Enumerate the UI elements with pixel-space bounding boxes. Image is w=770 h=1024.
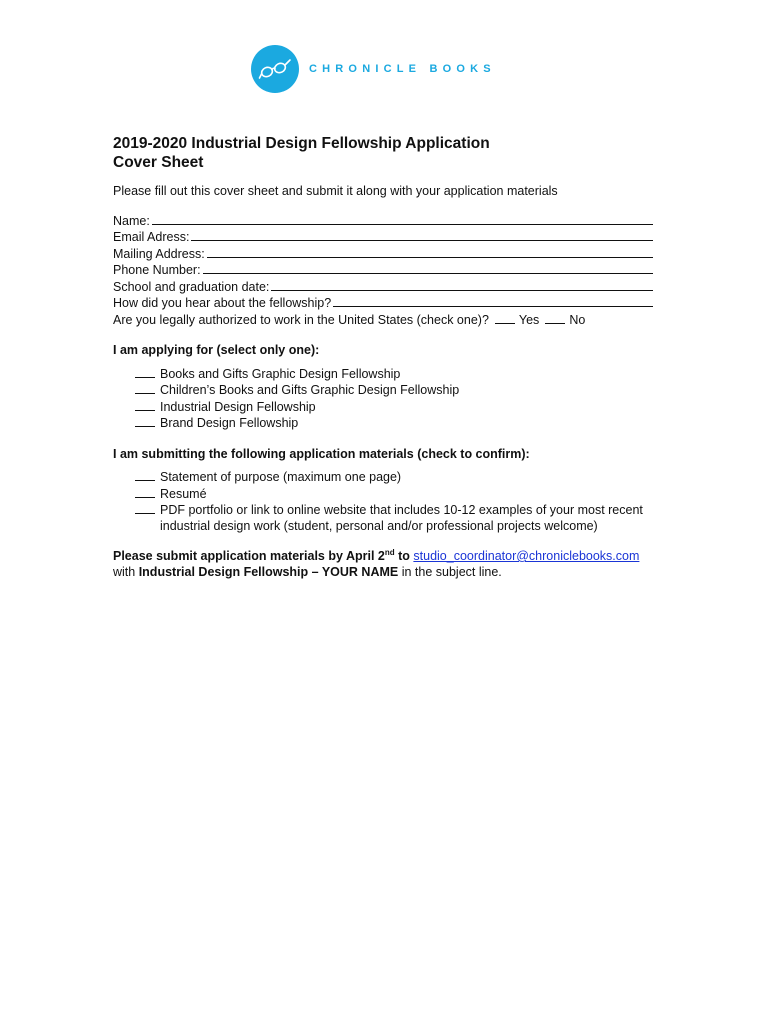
option-checkbox[interactable] <box>135 382 155 394</box>
material-item[interactable] <box>135 486 653 503</box>
no-checkbox[interactable] <box>545 312 565 324</box>
intro-text: Please fill out this cover sheet and submit it along with your application materials <box>113 184 558 198</box>
work-authorization-field <box>113 312 653 329</box>
submission-instructions <box>113 549 653 580</box>
material-checkbox[interactable] <box>135 469 155 481</box>
name-blank[interactable] <box>152 213 653 225</box>
referral-label: How did you hear about the fellowship? <box>113 296 332 310</box>
email-field[interactable] <box>113 229 653 246</box>
option-label: Books and Gifts Graphic Design Fellowship <box>160 366 401 381</box>
title-line-2: Cover Sheet <box>113 154 204 171</box>
name-field[interactable] <box>113 213 653 230</box>
school-label: School and graduation date: <box>113 279 270 294</box>
title-line-1: 2019-2020 Industrial Design Fellowship Application <box>113 135 490 152</box>
fellowship-option[interactable] <box>135 382 653 399</box>
material-item[interactable] <box>135 469 653 486</box>
mailing-address-blank[interactable] <box>207 246 653 258</box>
fellowship-options <box>135 366 653 432</box>
referral-blank[interactable] <box>333 295 653 307</box>
fellowship-option[interactable] <box>135 399 653 416</box>
phone-field[interactable] <box>113 262 653 279</box>
fellowship-option[interactable] <box>135 366 653 383</box>
option-label: Brand Design Fellowship <box>160 416 299 430</box>
phone-label: Phone Number: <box>113 263 201 277</box>
school-field[interactable] <box>113 279 653 296</box>
material-label: Statement of purpose (maximum one page) <box>160 470 402 484</box>
materials-heading: I am submitting the following application materials (check to confirm): <box>113 446 530 461</box>
yes-checkbox[interactable] <box>495 312 515 324</box>
material-label: Resumé <box>160 486 207 501</box>
material-checkbox[interactable] <box>135 486 155 498</box>
referral-field[interactable] <box>113 295 653 312</box>
email-blank[interactable] <box>191 229 653 241</box>
chronicle-books-logo <box>251 45 496 93</box>
mailing-address-label: Mailing Address: <box>113 246 205 261</box>
option-checkbox[interactable] <box>135 415 155 427</box>
deadline-superscript: nd <box>384 547 395 557</box>
logo-badge <box>251 45 299 93</box>
option-label: Children’s Books and Gifts Graphic Design Fellowship <box>160 383 460 397</box>
work-authorization-label: Are you legally authorized to work in the United States (check one)? <box>113 312 489 327</box>
materials-checklist <box>135 469 653 534</box>
name-label: Name: <box>113 213 150 228</box>
brand-name: CHRONICLE BOOKS <box>309 63 496 75</box>
page-title <box>113 134 653 172</box>
option-checkbox[interactable] <box>135 399 155 411</box>
material-label: PDF portfolio or link to online website that includes 10-12 examples of your most recent industrial design work (student, personal and/or professional projects welcome) <box>160 503 643 533</box>
material-checkbox[interactable] <box>135 502 155 514</box>
cover-sheet <box>113 134 653 580</box>
subject-line-text: Industrial Design Fellowship – YOUR NAME <box>138 564 399 579</box>
school-blank[interactable] <box>271 279 653 291</box>
with-text: with <box>113 564 139 579</box>
applying-heading: I am applying for (select only one): <box>113 343 320 357</box>
subject-tail-text: in the subject line. <box>398 564 502 579</box>
mailing-address-field[interactable] <box>113 246 653 263</box>
phone-blank[interactable] <box>203 262 653 274</box>
coordinator-email-link[interactable]: studio_coordinator@chroniclebooks.com <box>413 549 640 563</box>
glasses-icon <box>258 58 292 80</box>
deadline-text: Please submit application materials by April 2 <box>113 549 385 563</box>
to-text: to <box>394 549 414 563</box>
option-checkbox[interactable] <box>135 366 155 378</box>
email-label: Email Adress: <box>113 230 190 244</box>
no-label: No <box>569 312 586 327</box>
fellowship-option[interactable] <box>135 415 653 432</box>
option-label: Industrial Design Fellowship <box>160 399 316 414</box>
yes-label: Yes <box>518 312 540 327</box>
material-item[interactable] <box>135 502 653 534</box>
applicant-fields <box>113 213 653 329</box>
